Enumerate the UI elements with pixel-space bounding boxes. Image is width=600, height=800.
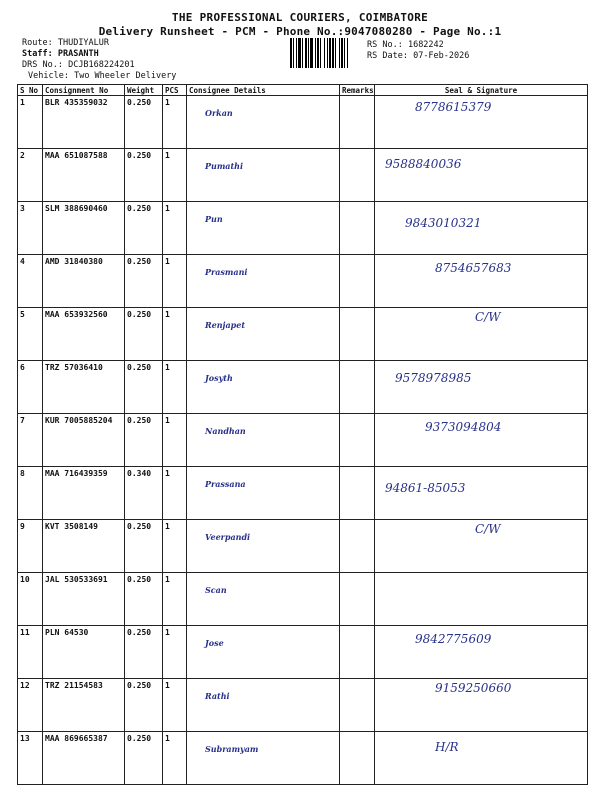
table-header-row [18,85,588,96]
sno-cell: 6 [18,361,43,414]
sno-cell: 11 [18,626,43,679]
remarks-cell [340,361,375,414]
pcs-cell: 1 [163,255,187,308]
table-row [18,679,588,732]
pcs-cell: 1 [163,520,187,573]
pcs-cell: 1 [163,361,187,414]
table-row [18,255,588,308]
remarks-cell [340,520,375,573]
col-header-remarks: Remarks [340,85,375,96]
runsheet-subtitle: Delivery Runsheet - PCM - Phone No.:9047080280 - Page No.:1 [98,25,502,38]
table-row [18,467,588,520]
staff-value: PRASANTH [57,49,99,59]
seal-cell [375,202,588,255]
vehicle-line [28,71,176,81]
barcode-bar [320,38,321,68]
seal-cell [375,361,588,414]
table-row [18,308,588,361]
route-line [22,38,109,48]
seal-cell [375,308,588,361]
drs-label: DRS No.: [22,60,63,70]
consignee-cell: Nandhan [187,414,340,467]
seal-cell [375,96,588,149]
weight-cell: 0.340 [125,467,163,520]
pcs-cell: 1 [163,149,187,202]
pcs-cell: 1 [163,308,187,361]
table-row [18,520,588,573]
pcs-cell: 1 [163,202,187,255]
consignment-cell: MAA 653932560 [43,308,125,361]
sno-cell: 1 [18,96,43,149]
sno-cell: 4 [18,255,43,308]
pcs-cell: 1 [163,414,187,467]
remarks-cell [340,96,375,149]
weight-cell: 0.250 [125,732,163,785]
seal-signature-text: 9159250660 [435,681,512,695]
barcode-bar [347,38,348,68]
sno-cell: 3 [18,202,43,255]
vehicle-label: Vehicle: [28,71,69,81]
consignee-cell: Prassana [187,467,340,520]
barcode-bar [310,38,313,68]
seal-cell [375,414,588,467]
weight-cell: 0.250 [125,520,163,573]
table-row [18,414,588,467]
seal-signature-text: 9578978985 [395,371,472,385]
runsheet-table [17,84,588,785]
seal-signature-text: 9373094804 [425,420,502,434]
seal-cell [375,626,588,679]
drs-line [22,60,135,70]
consignee-cell: Renjapet [187,308,340,361]
consignment-cell: KVT 3508149 [43,520,125,573]
barcode-bar [327,38,328,68]
col-header-consignment: Consignment No [43,85,125,96]
remarks-cell [340,202,375,255]
consignee-cell: Prasmani [187,255,340,308]
consignee-cell: Scan [187,573,340,626]
consignee-cell: Rathi [187,679,340,732]
pcs-cell: 1 [163,96,187,149]
barcode-image [290,38,362,68]
sno-cell: 8 [18,467,43,520]
sno-cell: 5 [18,308,43,361]
seal-cell [375,467,588,520]
col-header-weight: Weight [125,85,163,96]
barcode-bar [329,38,331,68]
weight-cell: 0.250 [125,679,163,732]
consignee-cell: Pun [187,202,340,255]
sno-cell: 10 [18,573,43,626]
remarks-cell [340,732,375,785]
table-row [18,149,588,202]
barcode-bar [339,38,340,68]
rs-date-value: 07-Feb-2026 [413,51,470,61]
consignee-cell: Pumathi [187,149,340,202]
sno-cell: 12 [18,679,43,732]
consignee-cell: Orkan [187,96,340,149]
consignment-cell: TRZ 21154583 [43,679,125,732]
company-title: THE PROFESSIONAL COURIERS, COIMBATORE [171,11,429,24]
weight-cell: 0.250 [125,573,163,626]
barcode-bar [305,38,307,68]
remarks-cell [340,573,375,626]
rs-date-line [367,51,469,61]
sno-cell: 13 [18,732,43,785]
barcode-bar [315,38,316,68]
barcode-bar [296,38,297,68]
remarks-cell [340,467,375,520]
col-header-pcs: PCS [163,85,187,96]
seal-signature-text: H/R [435,740,459,754]
barcode-bar [324,38,325,68]
table-row [18,626,588,679]
seal-cell [375,255,588,308]
sno-cell: 7 [18,414,43,467]
sno-cell: 2 [18,149,43,202]
consignment-cell: BLR 435359032 [43,96,125,149]
weight-cell: 0.250 [125,96,163,149]
weight-cell: 0.250 [125,149,163,202]
seal-signature-text: 9842775609 [415,632,492,646]
pcs-cell: 1 [163,679,187,732]
consignee-cell: Josyth [187,361,340,414]
weight-cell: 0.250 [125,255,163,308]
drs-value: DCJB168224201 [68,60,135,70]
remarks-cell [340,626,375,679]
pcs-cell: 1 [163,626,187,679]
pcs-cell: 1 [163,732,187,785]
route-label: Route: [22,38,53,48]
seal-signature-text: 8778615379 [415,100,492,114]
table-row [18,361,588,414]
weight-cell: 0.250 [125,308,163,361]
col-header-consignee: Consignee Details [187,85,340,96]
remarks-cell [340,308,375,361]
consignment-cell: MAA 651087588 [43,149,125,202]
seal-cell [375,732,588,785]
remarks-cell [340,679,375,732]
seal-signature-text: C/W [475,522,501,536]
consignment-cell: AMD 31840380 [43,255,125,308]
consignee-cell: Jose [187,626,340,679]
barcode-bar [341,38,343,68]
weight-cell: 0.250 [125,202,163,255]
seal-cell [375,679,588,732]
vehicle-value: Two Wheeler Delivery [74,71,177,81]
barcode-bar [308,38,309,68]
rs-no-line [367,40,444,50]
consignee-cell: Subramyam [187,732,340,785]
seal-signature-text: 94861-85053 [385,481,466,495]
barcode-bar [332,38,334,68]
table-row [18,732,588,785]
seal-cell [375,573,588,626]
barcode-bar [302,38,303,68]
barcode-bar [317,38,319,68]
barcode-bar [293,38,294,68]
rs-no-label: RS No.: [367,40,403,50]
consignment-cell: KUR 7005885204 [43,414,125,467]
route-value: THUDIYALUR [57,38,110,48]
remarks-cell [340,414,375,467]
weight-cell: 0.250 [125,361,163,414]
seal-cell [375,149,588,202]
seal-cell [375,520,588,573]
consignment-cell: TRZ 57036410 [43,361,125,414]
weight-cell: 0.250 [125,414,163,467]
consignment-cell: MAA 869665387 [43,732,125,785]
barcode-bar [344,38,345,68]
sno-cell: 9 [18,520,43,573]
table-row [18,96,588,149]
consignment-cell: JAL 530533691 [43,573,125,626]
barcode-bar [335,38,336,68]
remarks-cell [340,149,375,202]
table-row [18,573,588,626]
col-header-sno: S No [18,85,43,96]
weight-cell: 0.250 [125,626,163,679]
seal-signature-text: 8754657683 [435,261,512,275]
consignment-cell: SLM 388690460 [43,202,125,255]
consignment-cell: MAA 716439359 [43,467,125,520]
seal-signature-text: 9843010321 [405,216,482,230]
barcode-bar [298,38,301,68]
seal-signature-text: C/W [475,310,501,324]
pcs-cell: 1 [163,573,187,626]
rs-no-value: 1682242 [407,40,444,50]
pcs-cell: 1 [163,467,187,520]
barcode-bar [290,38,292,68]
col-header-seal: Seal & Signature [375,85,588,96]
seal-signature-text: 9588840036 [385,157,462,171]
staff-line [22,49,99,59]
remarks-cell [340,255,375,308]
rs-date-label: RS Date: [367,51,408,61]
consignment-cell: PLN 64530 [43,626,125,679]
staff-label: Staff: [22,49,53,59]
consignee-cell: Veerpandi [187,520,340,573]
table-row [18,202,588,255]
